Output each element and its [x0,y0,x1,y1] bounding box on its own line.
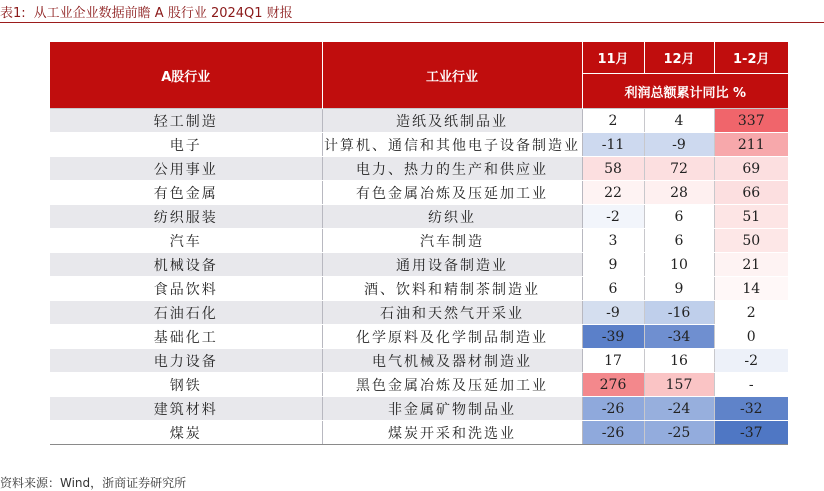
header-month-dec: 12月 [644,42,714,74]
industrial-industry-cell: 酒、饮料和精制茶制造业 [322,277,582,301]
a-share-industry-cell: 纺织服装 [50,205,322,229]
a-share-industry-cell: 电子 [50,133,322,157]
industrial-industry-cell: 电力、热力的生产和供应业 [322,157,582,181]
table-row [50,157,788,181]
value-cell-jan-feb: 21 [714,253,788,277]
industrial-industry-cell: 非金属矿物制品业 [322,397,582,421]
a-share-industry-cell: 建筑材料 [50,397,322,421]
a-share-industry-cell: 煤炭 [50,421,322,445]
value-cell-dec: 6 [644,205,714,229]
table-row [50,205,788,229]
value-cell-dec: 72 [644,157,714,181]
value-cell-nov: 17 [582,349,644,373]
value-cell-dec: 157 [644,373,714,397]
table-caption [0,2,293,21]
value-cell-dec: 28 [644,181,714,205]
table-row [50,349,788,373]
value-cell-jan-feb: -37 [714,421,788,445]
table-body [50,109,788,445]
table-row [50,421,788,445]
value-cell-nov: 22 [582,181,644,205]
value-cell-dec: -25 [644,421,714,445]
value-cell-dec: 6 [644,229,714,253]
table-row [50,301,788,325]
a-share-industry-cell: 石油石化 [50,301,322,325]
table-row [50,277,788,301]
table-row [50,397,788,421]
value-cell-dec: 9 [644,277,714,301]
header-month-jan-feb: 1-2月 [714,42,788,74]
value-cell-jan-feb: - [714,373,788,397]
table-row [50,373,788,397]
a-share-industry-cell: 电力设备 [50,349,322,373]
a-share-industry-cell: 轻工制造 [50,109,322,133]
table-row [50,181,788,205]
value-cell-nov: -26 [582,421,644,445]
value-cell-dec: -16 [644,301,714,325]
industrial-industry-cell: 黑色金属冶炼及压延加工业 [322,373,582,397]
a-share-industry-cell: 有色金属 [50,181,322,205]
value-cell-dec: -9 [644,133,714,157]
value-cell-dec: 4 [644,109,714,133]
value-cell-dec: -34 [644,325,714,349]
industrial-industry-cell: 纺织业 [322,205,582,229]
value-cell-jan-feb: 337 [714,109,788,133]
value-cell-jan-feb: -2 [714,349,788,373]
table-row [50,109,788,133]
value-cell-jan-feb: 51 [714,205,788,229]
value-cell-dec: 10 [644,253,714,277]
header-month-nov: 11月 [582,42,644,74]
value-cell-nov: -2 [582,205,644,229]
header-industrial-industry: 工业行业 [322,42,582,109]
a-share-industry-cell: 机械设备 [50,253,322,277]
value-cell-nov: 6 [582,277,644,301]
value-cell-nov: 3 [582,229,644,253]
value-cell-dec: 16 [644,349,714,373]
value-cell-nov: 276 [582,373,644,397]
industrial-industry-cell: 造纸及纸制品业 [322,109,582,133]
header-unit: 利润总额累计同比 % [582,74,788,109]
value-cell-nov: 9 [582,253,644,277]
table-row [50,253,788,277]
source-footnote: 资料来源：Wind，浙商证券研究所 [0,476,187,490]
caption-label: 表1: [0,6,26,21]
industrial-industry-cell: 煤炭开采和洗选业 [322,421,582,445]
value-cell-nov: 58 [582,157,644,181]
a-share-industry-cell: 基础化工 [50,325,322,349]
value-cell-jan-feb: 14 [714,277,788,301]
a-share-industry-cell: 钢铁 [50,373,322,397]
industrial-industry-cell: 石油和天然气开采业 [322,301,582,325]
a-share-industry-cell: 汽车 [50,229,322,253]
value-cell-jan-feb: 50 [714,229,788,253]
value-cell-dec: -24 [644,397,714,421]
caption-rule [0,22,824,23]
value-cell-jan-feb: 211 [714,133,788,157]
a-share-industry-cell: 食品饮料 [50,277,322,301]
value-cell-jan-feb: 69 [714,157,788,181]
caption-text: 从工业企业数据前瞻 A 股行业 2024Q1 财报 [33,6,293,21]
industrial-industry-cell: 通用设备制造业 [322,253,582,277]
industry-profit-table [50,42,788,445]
industrial-industry-cell: 计算机、通信和其他电子设备制造业 [322,133,582,157]
value-cell-nov: -39 [582,325,644,349]
value-cell-nov: -26 [582,397,644,421]
value-cell-nov: -11 [582,133,644,157]
value-cell-nov: 2 [582,109,644,133]
a-share-industry-cell: 公用事业 [50,157,322,181]
industrial-industry-cell: 化学原料及化学制品制造业 [322,325,582,349]
value-cell-jan-feb: 66 [714,181,788,205]
table-row [50,133,788,157]
industrial-industry-cell: 汽车制造 [322,229,582,253]
value-cell-jan-feb: 0 [714,325,788,349]
header-a-share-industry: A股行业 [50,42,322,109]
table-row [50,229,788,253]
value-cell-nov: -9 [582,301,644,325]
value-cell-jan-feb: 2 [714,301,788,325]
table-row [50,325,788,349]
industrial-industry-cell: 电气机械及器材制造业 [322,349,582,373]
industrial-industry-cell: 有色金属冶炼及压延加工业 [322,181,582,205]
value-cell-jan-feb: -32 [714,397,788,421]
